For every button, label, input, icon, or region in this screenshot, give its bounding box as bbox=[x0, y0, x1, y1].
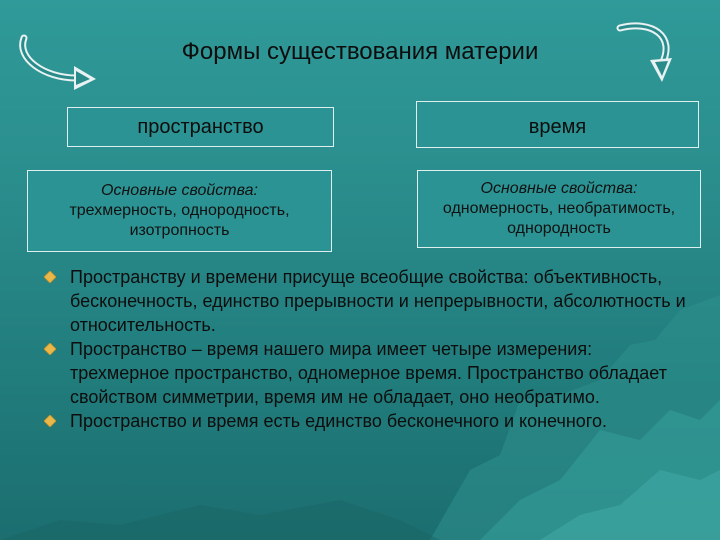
bullet-text: Пространство – время нашего мира имеет четыре измерения: трехмерное пространство, одномерное время. Пространство обладает свойством симметрии, время им не обладает, оно необратимо. bbox=[70, 339, 667, 407]
list-item bbox=[44, 265, 694, 337]
time-properties-line2: однородность bbox=[507, 220, 611, 237]
bullet-list bbox=[44, 265, 694, 433]
diamond-bullet-icon bbox=[44, 271, 56, 283]
time-properties-heading: Основные свойства: bbox=[480, 180, 638, 197]
list-item bbox=[44, 337, 694, 409]
space-properties-box bbox=[27, 170, 332, 252]
space-properties-line1: трехмерность, однородность, bbox=[69, 202, 290, 219]
space-box bbox=[67, 107, 334, 147]
bullet-text: Пространство и время есть единство бесконечного и конечного. bbox=[70, 411, 607, 431]
slide-title: Формы существования материи bbox=[181, 38, 539, 65]
space-properties-heading: Основные свойства: bbox=[101, 182, 258, 199]
space-box-label: пространство bbox=[137, 115, 264, 138]
time-box-label: время bbox=[528, 116, 587, 138]
space-properties-line2: изотропность bbox=[129, 222, 230, 239]
time-properties-box bbox=[417, 170, 701, 248]
diamond-bullet-icon bbox=[44, 343, 56, 355]
diamond-bullet-icon bbox=[44, 415, 56, 427]
time-properties-line1: одномерность, необратимость, bbox=[442, 200, 676, 217]
bullet-text: Пространству и времени присуще всеобщие свойства: объективность, бесконечность, единство прерывности и непрерывности, абсолютность и относительность. bbox=[70, 267, 686, 335]
time-box bbox=[416, 101, 699, 148]
list-item bbox=[44, 409, 694, 433]
